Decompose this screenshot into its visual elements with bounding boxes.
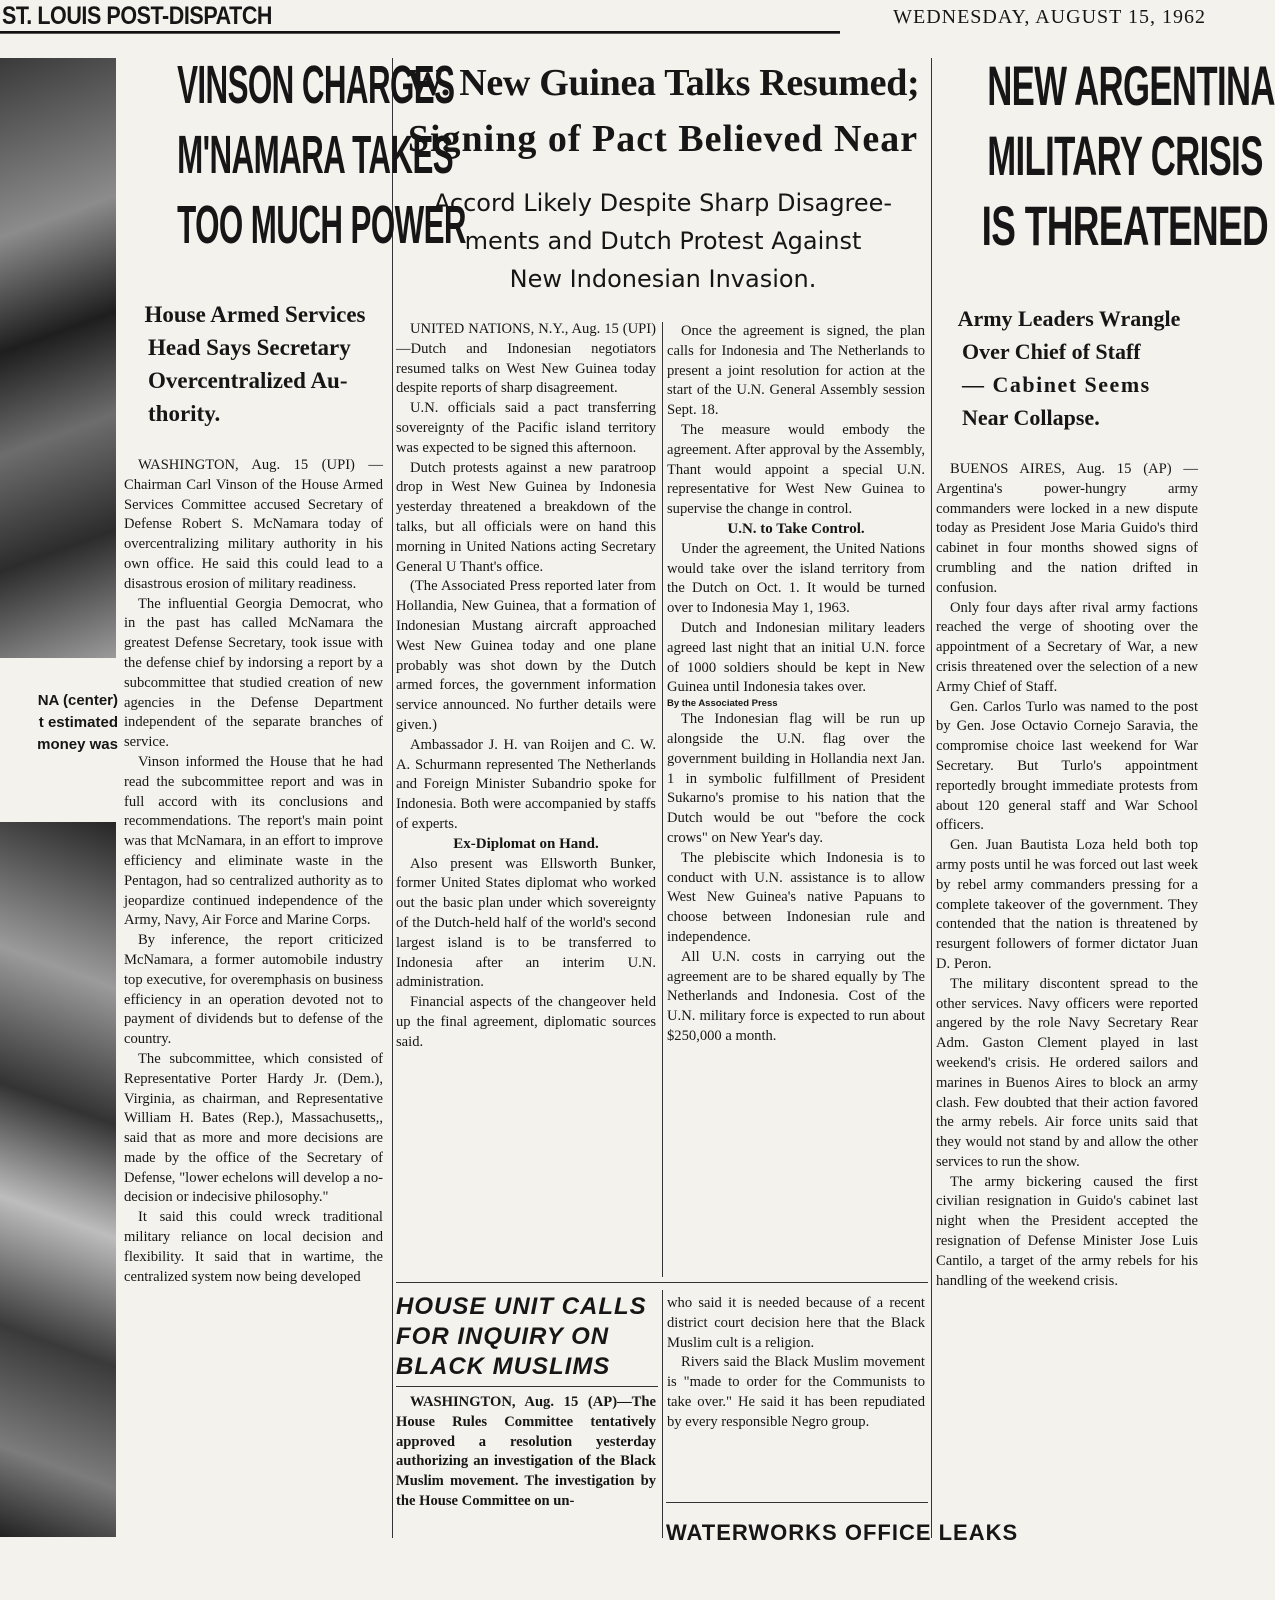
headline-rule (396, 1386, 658, 1387)
headline-line: HOUSE UNIT CALLS (396, 1293, 647, 1320)
guinea-body-col1 (396, 320, 656, 1278)
paragraph: By inference, the report criticized McNamara, a former automobile industry top executive, for overemphasis on business efficiency in an operation devoted not to payment of dividends but to defense of the country. (124, 932, 383, 1048)
deck-line: Over Chief of Staff (962, 339, 1141, 364)
newspaper-name: ST. LOUIS POST-DISPATCH (2, 2, 273, 30)
paragraph: Dutch and Indonesian military leaders agreed last night that an initial U.N. force of 1000 soldiers should be kept in New Guinea until Indonesia takes over. (667, 619, 925, 696)
paragraph: BUENOS AIRES, Aug. 15 (AP) —Argentina's power-hungry army commanders were locked in a new dispute today as President Jose Maria Guido's third cabinet in four months showed signs of crumbling and the nation drifted in confusion. (936, 461, 1198, 596)
deck-line: Head Says Secretary (148, 335, 351, 360)
paragraph: who said it is needed because of a recent district court decision here that the Black Muslim cult is a religion. (667, 1295, 925, 1351)
paragraph: UNITED NATIONS, N.Y., Aug. 15 (UPI)—Dutch and Indonesian negotiators resumed talks on West New Guinea today despite reports of sharp disagreement. (396, 321, 656, 397)
headline-line: MILITARY CRISIS (987, 124, 1263, 187)
deck-line: New Indonesian Invasion. (509, 265, 817, 293)
photo-top-left (0, 58, 116, 658)
paragraph: (The Associated Press reported later from Hollandia, New Guinea, that a formation of Indonesian Mustang aircraft approached West New Guinea today and one plane probably was shot down by the Dutch armed forces, the government information service announced. No further details were given.) (396, 578, 656, 733)
muslims-body-col2 (667, 1294, 925, 1494)
subhead: Ex-Diplomat on Hand. (453, 835, 599, 852)
vinson-headline (120, 55, 466, 255)
headline-line: W. New Guinea Talks Resumed; (406, 62, 920, 104)
headline-line: IS THREATENED (981, 194, 1269, 257)
paragraph: U.N. officials said a pact transferring sovereignty of the Pacific island territory was expected to be signed this afternoon. (396, 400, 656, 456)
headline-line: Signing of Pact Believed Near (407, 118, 919, 160)
section-rule (666, 1502, 928, 1503)
subhead: U.N. to Take Control. (727, 520, 865, 537)
section-rule (396, 1282, 928, 1283)
deck-line: Accord Likely Despite Sharp Disagree- (433, 189, 893, 217)
paragraph: Also present was Ellsworth Bunker, former United States diplomat who worked out the basic plan under which sovereignty of the Dutch-held half of the world's second largest island is to be transferred to Indonesia after an interim U.N. administration. (396, 855, 656, 991)
masthead-rule-thin (0, 33, 840, 34)
paragraph: Once the agreement is signed, the plan calls for Indonesia and The Netherlands to present a joint resolution for action at the start of the U.N. General Assembly session Sept. 18. (667, 323, 925, 419)
paragraph: It said this could wreck traditional military reliance on local decision and flexibility. It said that in wartime, the centralized system now being developed (124, 1209, 383, 1285)
waterworks-headline: WATERWORKS OFFICE LEAKS (666, 1520, 1019, 1545)
deck-line: Army Leaders Wrangle (957, 306, 1181, 331)
paragraph: The influential Georgia Democrat, who in the past has called McNamara the greatest Defense Secretary, took issue with the defense chief by indorsing a report by a subcommittee that studied creation of new agencies in the Defense Department independent of the separate branches of service. (124, 595, 383, 751)
paragraph: The plebiscite which Indonesia is to conduct with U.N. assistance is to allow West New Guinea's native Papuans to choose between Indonesian rule and independence. (667, 849, 925, 945)
muslims-headline (396, 1292, 662, 1382)
paragraph: Only four days after rival army factions reached the verge of shooting over the appointment of a Secretary of War, a new crisis threatened over the selection of a new Army Chief of Staff. (936, 599, 1198, 695)
paragraph: Vinson informed the House that he had read the subcommittee report and was in full accord with its conclusions and recommendations. The report's main point was that McNamara, in an effort to improve efficiency and eliminate waste in the Pentagon, had so centralized authority as to jeopardize continued independence of the Army, Navy, Air Force and Marine Corps. (124, 753, 383, 929)
column-rule (662, 1290, 663, 1538)
muslims-body-col1 (396, 1393, 656, 1537)
paragraph: The Indonesian flag will be run up alongside the U.N. flag over the government building in Hollandia next Jan. 1 in symbolic fulfillment of President Sukarno's promise to his nation that the Dutch would be out "before the cock crows" on New Year's day. (667, 711, 925, 846)
headline-line: NEW ARGENTINA (987, 54, 1275, 117)
headline-line: TOO MUCH POWER (177, 195, 466, 255)
deck-line: House Armed Services (144, 302, 366, 327)
masthead (0, 0, 1220, 34)
photo-caption (0, 690, 118, 756)
deck-line: ments and Dutch Protest Against (464, 227, 862, 255)
paragraph: The army bickering caused the first civilian resignation in Guido's cabinet last night when the President accepted the resignation of Defense Minister Jose Luis Cantilo, a target of the army rebels for his handling of the weekend crisis. (936, 1173, 1198, 1289)
paragraph: WASHINGTON, Aug. 15 (AP)—The House Rules Committee tentatively approved a resolution yesterday authorizing an investigation of the Black Muslim movement. The investigation by the House Committee on un- (396, 1394, 656, 1509)
paragraph: Ambassador J. H. van Roijen and C. W. A. Schurmann represented The Netherlands and Foreign Minister Subandrio spoke for Indonesia. Both were accompanied by staffs of experts. (396, 736, 656, 832)
column-rule (392, 58, 393, 1538)
guinea-body-col2 (667, 322, 925, 1278)
deck-line: Overcentralized Au- (148, 368, 348, 393)
paragraph: Gen. Juan Bautista Loza held both top army posts until he was forced out last week by rebel army commanders pressing for a complete takeover of the government. They contended that the nation is threatened by resurgent followers of former dictator Juan D. Peron. (936, 837, 1198, 972)
paragraph: The subcommittee, which consisted of Representative Porter Hardy Jr. (Dem.), Virginia, as chairman, and Representative William H. Bates (Rep.), Massachusetts,, said that as more and more decisions are made by the office of the Secretary of Defense, "lower echelons will develop a no-decision or indecisive philosophy." (124, 1050, 383, 1206)
paragraph: Rivers said the Black Muslim movement is "made to order for the Communists to take over." He said it has been repudiated by every responsible Negro group. (667, 1354, 925, 1430)
deck-line: — Cabinet Seems (962, 372, 1151, 397)
caption-line: NA (center) (37, 692, 118, 709)
headline-line: M'NAMARA TAKES (177, 125, 454, 185)
photo-bottom-left (0, 822, 116, 1537)
paragraph: WASHINGTON, Aug. 15 (UPI) —Chairman Carl Vinson of the House Armed Services Committee accused Secretary of Defense Robert S. McNamara today of overcentralizing military authority in his own office. He said this could lead to a disastrous erosion of military readiness. (124, 457, 383, 592)
deck-line: Near Collapse. (962, 405, 1100, 430)
headline-line: VINSON CHARGES (177, 55, 455, 115)
credit-line: By the Associated Press (667, 698, 778, 710)
paragraph: Under the agreement, the United Nations would take over the island territory from the Dutch on Oct. 1. It would be turned over to Indonesia May 1, 1963. (667, 540, 925, 617)
vinson-body (124, 456, 383, 1540)
paragraph: Dutch protests against a new paratroop drop in West New Guinea by Indonesia yesterday threatened a breakdown of the talks, but all officials were on hand this morning in United Nations acting Secretary General U Thant's office. (396, 459, 656, 575)
column-rule (931, 58, 932, 1538)
deck-line: thority. (148, 401, 221, 426)
column-rule (662, 322, 663, 1277)
paragraph: All U.N. costs in carrying out the agreement are to be shared equally by The Netherlands and Indonesia. Cost of the U.N. military force is expected to run about $250,000 a month. (667, 948, 925, 1044)
headline-line: FOR INQUIRY ON (396, 1323, 610, 1350)
guinea-headline (398, 58, 928, 164)
paragraph: Financial aspects of the changeover held up the final agreement, diplomatic sources said. (396, 994, 656, 1050)
argentina-headline (934, 54, 1275, 257)
vinson-deck (124, 298, 386, 430)
argentina-body (936, 460, 1198, 1540)
caption-line: t estimated (38, 714, 118, 731)
paragraph: Gen. Carlos Turlo was named to the post by Gen. Jose Octavio Cornejo Saravia, the compromise choice last weekend for War Secretary. But Turlo's appointment reportedly brought immediate protests from about 120 general staff and War School officers. (936, 698, 1198, 834)
paragraph: The military discontent spread to the other services. Navy officers were reported angered by the role Navy Secretary Rear Adm. Gaston Clement played in last weekend's crisis. He ordered sailors and marines in Buenos Aires to block an army clash. Few doubted that their action favored the army rebels. Air force units said that they would not stand by and allow the other services to run the show. (936, 975, 1198, 1170)
date-line: WEDNESDAY, AUGUST 15, 1962 (893, 6, 1206, 28)
guinea-deck (398, 184, 928, 298)
paragraph: The measure would embody the agreement. After approval by the Assembly, Thant would appoint a special U.N. representative for West New Guinea to supervise the change in control. (667, 421, 925, 518)
caption-line: money was (37, 736, 118, 753)
argentina-deck (938, 302, 1200, 434)
headline-line: BLACK MUSLIMS (396, 1353, 611, 1380)
